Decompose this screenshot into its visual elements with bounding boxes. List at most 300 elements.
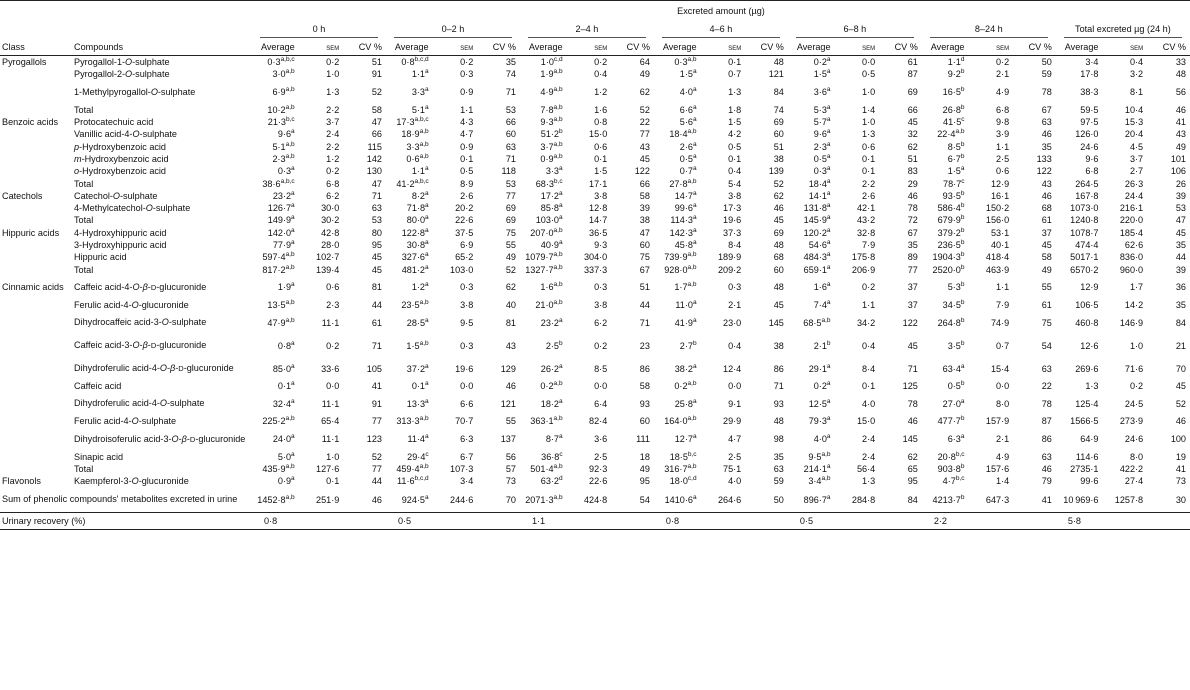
sem-cell: 30·0 (321, 203, 340, 214)
average-cell: 1566·5 (1070, 416, 1099, 427)
average-cell: $225\cdot 2^{a,b}$ (262, 415, 295, 427)
sem-cell: 2·5 (996, 153, 1010, 164)
sem-cell: 34·2 (856, 317, 876, 328)
average-cell: $0\cdot 3^a$ (277, 165, 295, 177)
average-cell: $477\cdot 7^b$ (937, 415, 965, 427)
sem-cell: 24·5 (1124, 398, 1144, 409)
average-cell: $817\cdot 2^{a,b}$ (262, 263, 295, 275)
cv-cell: 84 (773, 87, 784, 98)
average-cell: $501\cdot 4^{a,b}$ (530, 463, 563, 475)
average-cell: $2\cdot 1^b$ (813, 339, 831, 351)
cv-header: CV % (341, 39, 386, 56)
cv-cell: 51 (907, 153, 918, 164)
table-row (0, 81, 1190, 104)
average-cell: $0\cdot 3^{a,b,c}$ (267, 56, 295, 68)
cv-cell: 61 (1041, 215, 1052, 226)
class-cell (0, 202, 72, 214)
cv-cell: 77 (371, 464, 382, 475)
average-cell: $6\cdot 3^a$ (947, 433, 965, 445)
average-cell: $0\cdot 8^a$ (277, 339, 295, 351)
excreted-amount-heading: Excreted amount (µg) (252, 1, 1190, 22)
average-cell: $1410\cdot 6^a$ (664, 493, 697, 505)
table-row (0, 251, 1190, 263)
cv-cell: 51 (773, 141, 784, 152)
sem-cell: 24·6 (1124, 434, 1144, 445)
class-cell (0, 128, 72, 140)
average-cell: $12\cdot 5^a$ (808, 397, 831, 409)
sem-cell: 0·7 (996, 340, 1010, 351)
average-cell: $11\cdot 6^{b,c,d}$ (397, 475, 429, 487)
sem-cell: 4·7 (728, 434, 742, 445)
compound-cell: 4-Hydroxyhippuric acid (74, 227, 167, 238)
average-cell: $924\cdot 5^a$ (401, 493, 429, 505)
average-cell: $37\cdot 2^a$ (406, 362, 429, 374)
average-header: Average (252, 39, 297, 56)
urinary-recovery-value: 1·1 (520, 512, 654, 529)
average-cell: $63\cdot 4^a$ (942, 362, 965, 374)
sem-cell: 0·4 (728, 340, 742, 351)
cv-cell: 67 (1041, 104, 1052, 115)
average-cell: $122\cdot 8^a$ (401, 226, 429, 238)
class-cell (0, 311, 72, 334)
compound-cell: Caffeic acid (74, 381, 122, 392)
average-cell: $131\cdot 8^a$ (803, 202, 831, 214)
class-cell (0, 104, 72, 116)
average-cell: $1\cdot 0^{c,d}$ (540, 56, 563, 68)
average-cell: $7\cdot 8^{a,b}$ (540, 103, 563, 115)
average-cell: $3\cdot 3^a$ (411, 86, 429, 98)
cv-cell: 123 (366, 434, 382, 445)
cv-cell: 53 (1175, 203, 1186, 214)
table-row (0, 380, 1190, 392)
cv-cell: 142 (366, 153, 382, 164)
sem-cell: 284·8 (851, 494, 876, 505)
average-cell: $9\cdot 6^a$ (277, 128, 295, 140)
average-cell: $0\cdot 9^a$ (277, 475, 295, 487)
cv-cell: 71 (907, 363, 918, 374)
cv-cell: 111 (636, 434, 650, 445)
average-cell: 17·8 (1080, 69, 1099, 80)
cv-cell: 32 (907, 129, 918, 140)
sem-cell: 0·0 (594, 381, 608, 392)
sem-cell: 647·3 (985, 494, 1010, 505)
cv-cell: 77 (371, 416, 382, 427)
cv-header: CV % (1145, 39, 1190, 56)
sem-cell: 0·3 (460, 282, 474, 293)
sem-cell: 65·2 (455, 252, 474, 263)
table-row (0, 475, 1190, 487)
cv-cell: 45 (1175, 227, 1186, 238)
cv-cell: 58 (639, 190, 650, 201)
sem-cell: 107·3 (450, 464, 474, 475)
cv-cell: 71 (639, 317, 650, 328)
sem-cell: 40·1 (990, 240, 1010, 250)
period-header: 0–2 h (386, 21, 520, 39)
sem-cell: 2·3 (326, 299, 340, 310)
cv-cell: 125 (902, 381, 918, 392)
average-cell: $1904\cdot 3^b$ (932, 251, 965, 263)
sem-cell: 19·6 (723, 215, 742, 226)
average-cell: $4\cdot 9^{a,b}$ (540, 86, 563, 98)
sem-cell: 0·2 (1129, 381, 1144, 392)
cv-cell: 73 (505, 476, 516, 487)
sem-cell: 189·9 (717, 252, 742, 263)
average-cell: $79\cdot 3^a$ (808, 415, 831, 427)
cv-cell: 79 (1041, 476, 1052, 487)
compound-cell: 1-Methylpyrogallol-O-sulphate (74, 86, 196, 97)
average-cell: 269·6 (1075, 363, 1099, 374)
sem-cell: 17·1 (589, 178, 608, 189)
cv-cell: 87 (907, 69, 918, 80)
sem-cell: 0·2 (594, 340, 608, 351)
sem-cell: 337·3 (583, 264, 608, 275)
average-cell: $18\cdot 4^a$ (808, 177, 831, 189)
cv-cell: 37 (1041, 227, 1052, 238)
cv-cell: 53 (371, 215, 382, 226)
cv-cell: 63 (773, 464, 784, 475)
class-cell (0, 334, 72, 357)
sem-cell: 74·9 (990, 317, 1010, 328)
cv-cell: 19 (1175, 451, 1186, 462)
sem-cell: 0·4 (594, 69, 608, 80)
cv-cell: 84 (1175, 317, 1186, 328)
cv-cell: 18 (639, 451, 650, 462)
compound-cell: Caffeic acid-4-O-β-D-glucuronide (74, 281, 207, 292)
class-cell (0, 392, 72, 415)
cv-cell: 55 (1041, 282, 1052, 293)
sem-cell: 463·9 (985, 264, 1010, 275)
cv-cell: 49 (639, 69, 650, 80)
average-cell: $6\cdot 9^{a,b}$ (272, 86, 295, 98)
cv-cell: 43 (505, 340, 516, 351)
average-cell: $78\cdot 7^c$ (943, 177, 965, 189)
cv-cell: 106 (1170, 166, 1186, 177)
sem-cell: 0·4 (1129, 57, 1144, 68)
sem-cell: 244·6 (450, 494, 474, 505)
cv-cell: 69 (505, 215, 516, 226)
sem-header: sem (967, 39, 1012, 56)
class-cell (0, 357, 72, 380)
sem-cell: 127·6 (316, 464, 340, 475)
average-cell: $0\cdot 7^a$ (679, 165, 697, 177)
sem-cell: 2·4 (326, 129, 340, 140)
cv-cell: 95 (907, 476, 918, 487)
average-cell: $5\cdot 3^a$ (813, 103, 831, 115)
cv-header: CV % (475, 39, 520, 56)
cv-cell: 81 (371, 282, 382, 293)
average-cell: $13\cdot 3^a$ (406, 397, 429, 409)
sem-cell: 0·2 (862, 282, 876, 293)
sem-cell: 0·8 (594, 117, 608, 128)
cv-cell: 51 (639, 282, 650, 293)
cv-cell: 46 (1041, 190, 1052, 201)
cv-cell: 129 (500, 363, 516, 374)
average-cell: $17\cdot 3^{a,b,c}$ (396, 116, 429, 128)
cv-cell: 93 (639, 398, 650, 409)
cv-cell: 37 (907, 299, 918, 310)
cv-cell: 37 (907, 282, 918, 293)
cv-header: CV % (609, 39, 654, 56)
sem-cell: 1·0 (326, 69, 340, 80)
cv-cell: 65 (907, 464, 918, 475)
cv-cell: 46 (773, 203, 784, 214)
cv-cell: 78 (1041, 87, 1052, 98)
sem-cell: 157·6 (985, 464, 1010, 475)
average-cell: $928\cdot 0^{a,b}$ (664, 263, 697, 275)
average-cell: $1452\cdot 8^{a,b}$ (257, 493, 295, 505)
average-cell: $38\cdot 6^{a,b,c}$ (262, 177, 295, 189)
sem-cell: 424·8 (583, 494, 608, 505)
cv-cell: 68 (1041, 203, 1052, 214)
cv-cell: 69 (505, 203, 516, 214)
average-cell: $3\cdot 7^{a,b}$ (540, 140, 563, 152)
table-row (0, 140, 1190, 152)
compound-cell: Kaempferol-3-O-glucuronide (74, 476, 189, 487)
average-cell: $10\cdot 2^{a,b}$ (267, 103, 295, 115)
cv-cell: 81 (505, 317, 516, 328)
average-cell: $4\cdot 0^a$ (679, 86, 697, 98)
period-header: 4–6 h (654, 21, 788, 39)
sem-cell: 8·4 (728, 240, 742, 250)
cv-cell: 43 (1175, 129, 1186, 140)
sem-cell: 92·3 (589, 464, 608, 475)
sem-cell: 150·2 (985, 203, 1010, 214)
sem-cell: 0·7 (728, 69, 742, 80)
cv-cell: 52 (639, 104, 650, 115)
table-row (0, 116, 1190, 128)
sem-cell: 0·2 (594, 57, 608, 68)
average-cell: $7\cdot 4^a$ (813, 298, 831, 310)
sem-cell: 273·9 (1119, 416, 1144, 427)
sem-cell: 3·7 (1129, 153, 1144, 164)
average-cell: $6\cdot 6^a$ (679, 103, 697, 115)
cv-cell: 41 (1175, 464, 1186, 475)
urinary-recovery-value: 0·8 (252, 512, 386, 529)
sem-header: sem (833, 39, 878, 56)
cv-cell: 75 (505, 227, 516, 238)
cv-cell: 47 (639, 227, 650, 238)
average-cell: $142\cdot 3^a$ (669, 226, 697, 238)
sem-cell: 37·3 (723, 227, 742, 238)
average-cell: $363\cdot 1^{a,b}$ (530, 415, 563, 427)
table-row (0, 227, 1190, 239)
cv-cell: 59 (1041, 69, 1052, 80)
sem-cell: 8·0 (996, 398, 1010, 409)
average-cell: 6570·2 (1070, 264, 1099, 275)
sem-cell: 70·7 (455, 416, 474, 427)
average-cell: $23\cdot 2^a$ (540, 316, 563, 328)
sem-cell: 1·6 (594, 104, 608, 115)
average-cell: $586\cdot 4^b$ (937, 202, 965, 214)
sem-cell: 1·2 (326, 153, 340, 164)
urinary-recovery-value: 0·5 (788, 512, 922, 529)
average-cell: $8\cdot 7^a$ (545, 433, 563, 445)
average-cell: $3\cdot 0^{a,b}$ (272, 68, 295, 80)
cv-cell: 77 (505, 190, 516, 201)
cv-cell: 78 (1041, 398, 1052, 409)
average-cell: $20\cdot 8^{b,c}$ (937, 450, 965, 462)
cv-cell: 50 (773, 494, 784, 505)
average-cell: $1327\cdot 7^{a,b}$ (525, 263, 563, 275)
average-cell: $0\cdot 3^a$ (813, 165, 831, 177)
average-header: Average (520, 39, 565, 56)
average-cell: $1\cdot 5^{a,b}$ (406, 339, 429, 351)
cv-cell: 45 (1175, 381, 1186, 392)
cv-cell: 47 (371, 117, 382, 128)
sem-cell: 422·2 (1119, 464, 1144, 475)
average-cell: $18\cdot 2^a$ (540, 397, 563, 409)
average-cell: $4\cdot 7^{b,c}$ (942, 475, 965, 487)
table-row (0, 276, 1190, 299)
cv-cell: 61 (1041, 299, 1052, 310)
sem-cell: 3·8 (460, 299, 474, 310)
average-header: Average (1056, 39, 1101, 56)
cv-cell: 54 (639, 494, 650, 505)
sem-cell: 0·1 (862, 381, 876, 392)
sem-header: sem (699, 39, 744, 56)
average-cell: $0\cdot 1^a$ (411, 380, 429, 392)
average-cell: $27\cdot 0^a$ (942, 397, 965, 409)
cv-cell: 139 (768, 166, 784, 177)
sem-cell: 56·4 (856, 464, 876, 475)
cv-header: CV % (743, 39, 788, 56)
average-cell: $41\cdot 9^a$ (674, 316, 697, 328)
sem-cell: 209·2 (717, 264, 742, 275)
sem-cell: 11·1 (321, 398, 340, 409)
sem-cell: 2·1 (996, 69, 1010, 80)
cv-cell: 46 (907, 190, 918, 201)
sem-cell: 9·8 (996, 117, 1010, 128)
table-body (0, 56, 1190, 530)
average-cell: $149\cdot 9^a$ (267, 214, 295, 226)
average-cell: $41\cdot 2^{a,b,c}$ (396, 177, 429, 189)
cv-cell: 95 (639, 476, 650, 487)
sem-cell: 146·9 (1119, 317, 1144, 328)
average-cell: $77\cdot 9^a$ (272, 239, 295, 250)
compound-cell: Dihydroisoferulic acid-3-O-β-D-glucuronide (74, 433, 246, 444)
cv-cell: 44 (371, 476, 382, 487)
sem-cell: 1·0 (1129, 340, 1144, 351)
cv-cell: 44 (371, 299, 382, 310)
average-cell: 474·4 (1075, 240, 1099, 250)
compound-cell: Dihydroferulic acid-4-O-sulphate (74, 398, 205, 409)
sem-cell: 0·1 (728, 57, 742, 68)
cv-cell: 59 (773, 476, 784, 487)
column-header-row (0, 39, 1190, 56)
cv-cell: 52 (371, 87, 382, 98)
average-cell: $207\cdot 0^{a,b}$ (530, 226, 563, 238)
table-row (0, 311, 1190, 334)
average-cell: $0\cdot 6^{a,b}$ (406, 152, 429, 164)
sem-cell: 8·0 (1129, 451, 1144, 462)
cv-cell: 22 (639, 117, 650, 128)
cv-cell: 58 (639, 381, 650, 392)
average-cell: $11\cdot 4^a$ (407, 433, 429, 445)
sum-row (0, 488, 1190, 513)
cv-cell: 86 (773, 363, 784, 374)
average-cell: $40\cdot 9^a$ (540, 239, 563, 250)
average-cell: $29\cdot 1^a$ (808, 362, 831, 374)
average-cell: 97·5 (1080, 117, 1099, 128)
cv-cell: 35 (1041, 141, 1052, 152)
average-cell: $896\cdot 7^a$ (803, 493, 831, 505)
sem-cell: 0·1 (594, 153, 608, 164)
sem-cell: 8·5 (594, 363, 608, 374)
average-cell: $145\cdot 9^a$ (803, 214, 831, 226)
average-cell: $379\cdot 2^b$ (937, 226, 965, 238)
average-cell: $5\cdot 3^b$ (947, 281, 965, 293)
cv-cell: 62 (773, 190, 784, 201)
table-row (0, 463, 1190, 475)
cv-cell: 67 (907, 227, 918, 238)
compound-cell: Vanillic acid-4-O-sulphate (74, 129, 177, 140)
sem-cell: 9·3 (594, 240, 608, 250)
average-cell: $142\cdot 0^a$ (267, 226, 295, 238)
average-cell: 24·6 (1080, 141, 1099, 152)
cv-cell: 84 (907, 494, 918, 505)
average-cell: $18\cdot 5^{b,c}$ (669, 450, 697, 462)
average-cell: $0\cdot 2^{a,b}$ (540, 380, 563, 392)
compounds-header: Compounds (72, 39, 252, 56)
cv-cell: 45 (773, 215, 784, 226)
table-row (0, 239, 1190, 251)
cv-cell: 33 (1175, 57, 1186, 68)
sem-cell: 11·1 (321, 434, 340, 445)
cv-cell: 83 (907, 166, 918, 177)
sem-cell: 3·9 (996, 129, 1010, 140)
cv-cell: 122 (1036, 166, 1052, 177)
sem-cell: 0·4 (728, 166, 742, 177)
average-cell: $9\cdot 3^{a,b}$ (540, 116, 563, 128)
average-cell: $3\cdot 3^{a,b}$ (406, 140, 429, 152)
cv-cell: 21 (1175, 340, 1186, 351)
sem-cell: 1·8 (728, 104, 742, 115)
sem-cell: 3·8 (594, 190, 608, 201)
sem-cell: 0·0 (728, 381, 742, 392)
average-cell: $1\cdot 5^a$ (813, 68, 831, 80)
cv-cell: 71 (773, 381, 784, 392)
table-row (0, 334, 1190, 357)
sem-cell: 12·4 (723, 363, 742, 374)
average-header: Average (386, 39, 431, 56)
cv-cell: 93 (773, 398, 784, 409)
cv-cell: 71 (505, 153, 516, 164)
average-cell: $16\cdot 5^b$ (942, 86, 965, 98)
average-cell: $1\cdot 6^a$ (813, 281, 831, 293)
class-cell (0, 415, 72, 427)
average-cell: $5\cdot 1^a$ (411, 103, 429, 115)
cv-cell: 56 (1175, 87, 1186, 98)
sem-cell: 0·3 (594, 282, 608, 293)
average-cell: $18\cdot 4^{a,b}$ (669, 128, 697, 140)
cv-cell: 115 (367, 141, 382, 152)
average-cell: $63\cdot 2^d$ (540, 475, 563, 487)
average-cell: $99\cdot 6^a$ (674, 202, 697, 214)
cv-cell: 47 (371, 178, 382, 189)
cv-cell: 58 (371, 104, 382, 115)
sem-cell: 6·8 (326, 178, 340, 189)
cv-cell: 72 (907, 215, 918, 226)
cv-cell: 46 (505, 381, 516, 392)
sem-cell: 185·4 (1119, 227, 1144, 238)
sem-cell: 0·0 (862, 57, 876, 68)
average-cell: $236\cdot 5^b$ (937, 239, 965, 250)
cv-cell: 74 (505, 69, 516, 80)
average-cell: $21\cdot 0^{a,b}$ (535, 298, 563, 310)
sem-cell: 6·8 (996, 104, 1010, 115)
cv-cell: 77 (907, 264, 918, 275)
class-cell (0, 214, 72, 226)
